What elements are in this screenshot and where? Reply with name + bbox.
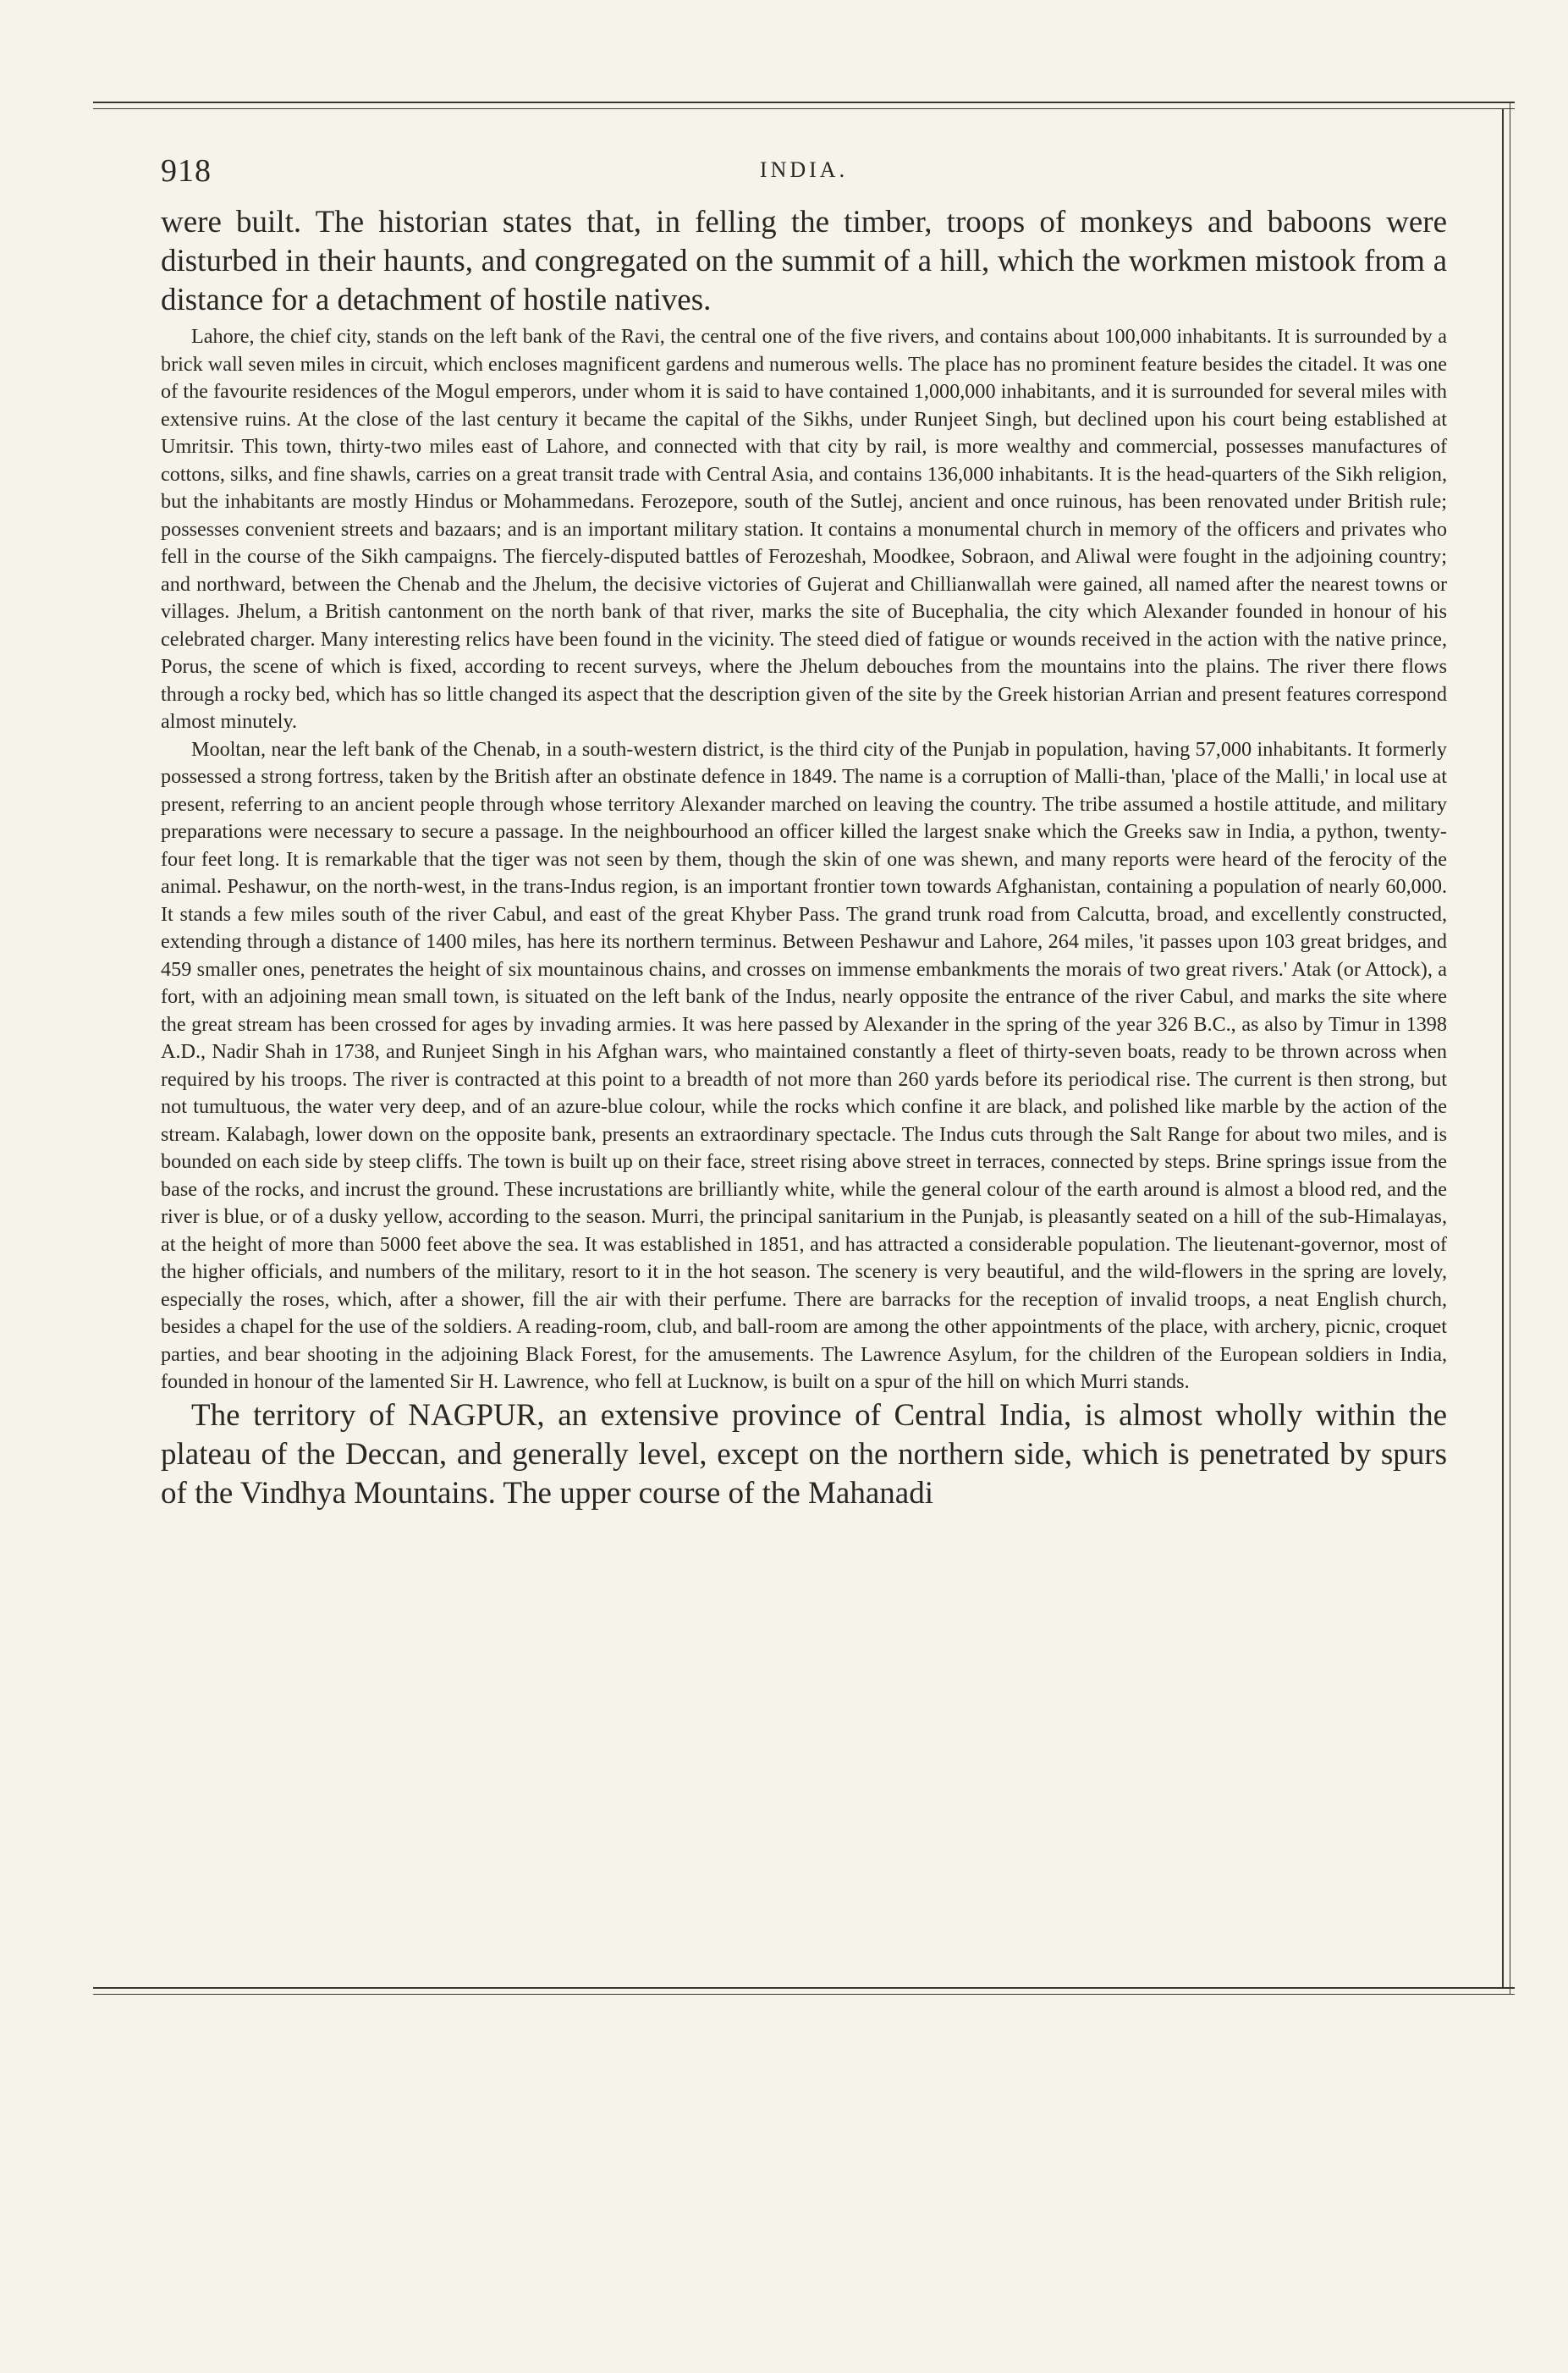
page-body — [161, 152, 1447, 1513]
page-number: 918 — [161, 153, 212, 189]
top-border-rule-inner — [93, 108, 1515, 109]
nagpur-paragraph: The territory of NAGPUR, an extensive province of Central India, is almost wholly within the plateau of the Deccan, and generally level, except on the northern side, which is penetrated by spurs of the Vindhya Mountains. The upper course of the Mahanadi — [161, 1397, 1447, 1511]
intro-paragraph: were built. The historian states that, in felling the timber, troops of monkeys and baboons were disturbed in their haunts, and congregated on the summit of a hill, which the workmen mistook from a distance for a detachment of hostile natives. — [161, 205, 1447, 317]
bottom-border-rule-inner — [93, 1994, 1515, 1995]
top-border-rule — [93, 102, 1515, 103]
lahore-paragraph: Lahore, the chief city, stands on the left bank of the Ravi, the central one of the five rivers, and contains about 100,000 inhabitants. It is surrounded by a brick wall seven miles in circuit, which encloses magnificent gardens and numerous wells. The place has no prominent feature besides the citadel. It was one of the favourite residences of the Mogul emperors, under whom it is said to have contained 1,000,000 inhabitants, and it is surrounded for several miles with extensive ruins. At the close of the last century it became the capital of the Sikhs, under Runjeet Singh, but declined upon his court being established at Umritsir. This town, thirty-two miles east of Lahore, and connected with that city by rail, is more wealthy and commercial, possesses manufactures of cottons, silks, and fine shawls, carries on a great transit trade with Central Asia, and contains 136,000 inhabitants. It is the head-quarters of the Sikh religion, but the inhabitants are mostly Hindus or Mohammedans. Ferozepore, south of the Sutlej, ancient and once ruinous, has been renovated under British rule; possesses convenient streets and bazaars; and is an important military station. It contains a monumental church in memory of the officers and privates who fell in the course of the Sikh campaigns. The fiercely-disputed battles of Ferozeshah, Moodkee, Sobraon, and Aliwal were fought in the adjoining country; and northward, between the Chenab and the Jhelum, the decisive victories of Gujerat and Chillianwallah were gained, all named after the nearest towns or villages. Jhelum, a British cantonment on the north bank of that river, marks the site of Bucephalia, the city which Alexander founded in honour of his celebrated charger. Many interesting relics have been found in the vicinity. The steed died of fatigue or wounds received in the action with the native prince, Porus, the scene of which is fixed, according to recent surveys, where the Jhelum debouches from the mountains into the plains. The river there flows through a rocky bed, which has so little changed its aspect that the description given of the site by the Greek historian Arrian and present features correspond almost minutely. — [161, 325, 1447, 733]
mooltan-paragraph: Mooltan, near the left bank of the Chenab, in a south-western district, is the third city of the Punjab in population, having 57,000 inhabitants. It formerly possessed a strong fortress, taken by the British after an obstinate defence in 1849. The name is a corruption of Malli-than, 'place of the Malli,' in local use at present, referring to an ancient people through whose territory Alexander marched on leaving the country. The tribe assumed a hostile attitude, and military preparations were necessary to secure a passage. In the neighbourhood an officer killed the largest snake which the Greeks saw in India, a python, twenty-four feet long. It is remarkable that the tiger was not seen by them, though the skin of one was shewn, and many reports were heard of the ferocity of the animal. Peshawur, on the north-west, in the trans-Indus region, is an important frontier town towards Afghanistan, containing a population of nearly 60,000. It stands a few miles south of the river Cabul, and east of the great Khyber Pass. The grand trunk road from Calcutta, broad, and excellently constructed, extending through a distance of 1400 miles, has here its northern terminus. Between Peshawur and Lahore, 264 miles, 'it passes upon 103 great bridges, and 459 smaller ones, penetrates the height of six mountainous chains, and crosses on immense embankments the morais of two great rivers.' Atak (or Attock), a fort, with an adjoining mean small town, is situated on the left bank of the Indus, nearly opposite the entrance of the river Cabul, and marks the site where the great stream has been crossed for ages by invading armies. It was here passed by Alexander in the spring of the year 326 B.C., as also by Timur in 1398 A.D., Nadir Shah in 1738, and Runjeet Singh in his Afghan wars, who maintained constantly a fleet of thirty-seven boats, ready to be thrown across when required by his troops. The river is contracted at this point to a breadth of not more than 260 yards before its periodical rise. The current is then strong, but not tumultuous, the water very deep, and of an azure-blue colour, while the rocks which confine it are black, and polished like marble by the action of the stream. Kalabagh, lower down on the opposite bank, presents an extraordinary spectacle. The Indus cuts through the Salt Range for about two miles, and is bounded on each side by steep cliffs. The town is built up on their face, street rising above street in terraces, connected by steps. Brine springs issue from the base of the rocks, and incrust the ground. These incrustations are brilliantly white, while the general colour of the earth around is almost a blood red, and the river is blue, or of a dusky yellow, according to the season. Murri, the principal sanitarium in the Punjab, is pleasantly seated on a hill of the sub-Himalayas, at the height of more than 5000 feet above the sea. It was established in 1851, and has attracted a considerable population. The lieutenant-governor, most of the higher officials, and numbers of the military, resort to it in the hot season. The scenery is very beautiful, and the wild-flowers in the spring are lovely, especially the roses, which, after a shower, fill the air with their perfume. There are barracks for the reception of invalid troops, a neat English church, besides a chapel for the use of the soldiers. A reading-room, club, and ball-room are among the other appointments of the place, with archery, picnic, croquet parties, and bear shooting in the adjoining Black Forest, for the amusements. The Lawrence Asylum, for the children of the European soldiers in India, founded in honour of the lamented Sir H. Lawrence, who fell at Lucknow, is built on a spur of the hill on which Murri stands. — [161, 737, 1447, 1393]
small-print-section — [161, 323, 1447, 1396]
running-title: INDIA. — [759, 157, 849, 182]
page-header — [161, 152, 1447, 203]
right-border-rule — [1502, 108, 1504, 1987]
bottom-border-rule — [93, 1987, 1515, 1989]
